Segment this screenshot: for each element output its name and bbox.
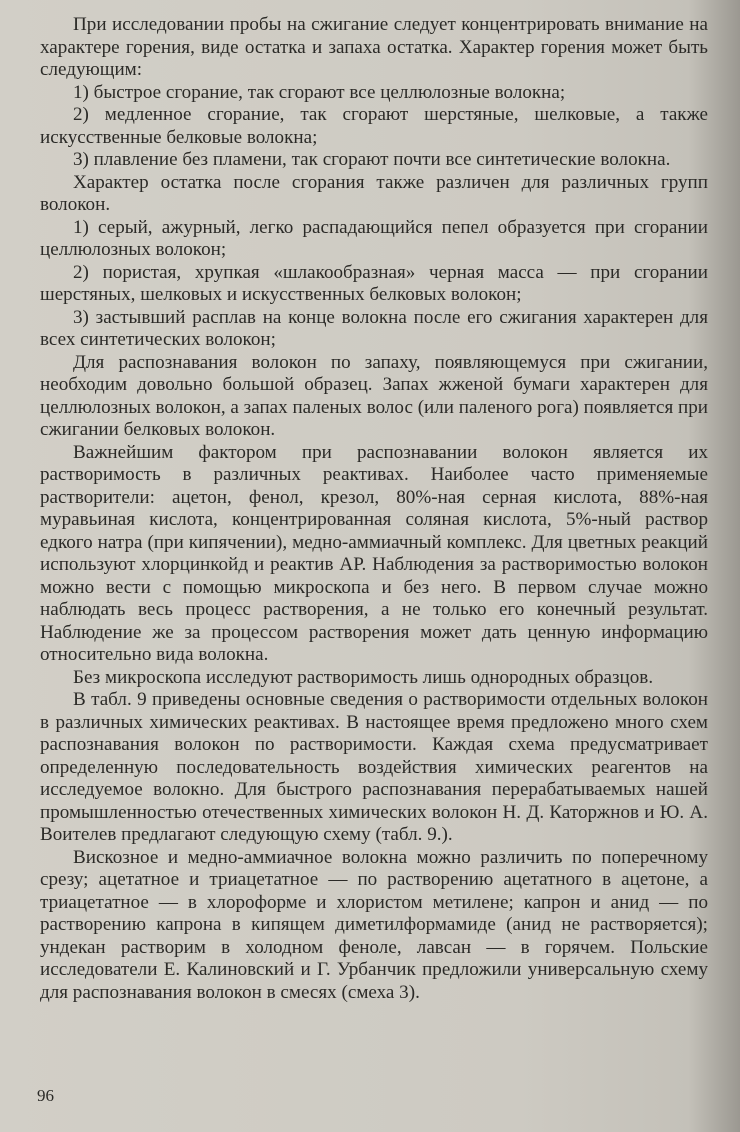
paragraph-residue-intro: Характер остатка после сгорания также различен для различных групп волокон. <box>40 171 708 215</box>
paragraph-residue-3: 3) застывший расплав на конце волокна после его сжигания характерен для всех синтетических волокон; <box>40 306 708 350</box>
paragraph-combustion-3: 3) плавление без пламени, так сгорают почти все синтетические волокна. <box>73 149 671 170</box>
paragraph-solubility: Важнейшим фактором при распознавании волокон является их растворимость в различных реактивах. Наиболее часто применяемые растворители: ацетон, фенол, крезол, 80%-ная серная кислота, 88%-ная муравьиная кислота, концентрированная соляная кислота, 5%-ный раствор едкого натра (при кипячении), медно-аммиачный комплекс. Для цветных реакций используют хлорцинкойд и реактив АР. Наблюдения за растворимостью волокон можно вести с помощью микроскопа и без него. В первом случае можно наблюдать весь процесс растворения, а не только его конечный результат. Наблюдение же за процессом растворения может дать ценную информацию относительно вида волокна. <box>40 441 708 665</box>
paragraph-fiber-distinction: Вискозное и медно-аммиачное волокна можно различить по поперечному срезу; ацетатное и триацетатное — по растворению ацетатного в ацетоне, а триацетатное — в хлороформе и хлористом метилене; капрон и анид — по растворению капрона в кипящем диметилформамиде (анид не растворяется); ундекан растворим в холодном феноле, лавсан — в горячем. Польские исследователи Е. Калиновский и Г. Урбанчик предложили универсальную схему для распознавания волокон в смесях (смеха 3). <box>40 846 708 1003</box>
paragraph-table-9: В табл. 9 приведены основные сведения о растворимости отдельных волокон в различных химических реактивах. В настоящее время предложено много схем распознавания волокон по растворимости. Каждая схема предусматривает определенную последовательность воздействия химических реагентов на исследуемое волокно. Для быстрого распознавания перерабатываемых нашей промышленностью отечественных химических волокон Н. Д. Каторжнов и Ю. А. Воителев предлагают следующую схему (табл. 9.). <box>40 689 708 845</box>
paragraph-residue-2: 2) пористая, хрупкая «шлакообразная» черная масса — при сгорании шерстяных, шелковых и искусственных белковых волокон; <box>40 261 708 305</box>
paragraph-no-microscope: Без микроскопа исследуют растворимость лишь однородных образцов. <box>73 666 654 688</box>
body-text <box>40 14 708 1004</box>
paragraph-smell: Для распознавания волокон по запаху, появляющемуся при сжигании, необходим довольно большой образец. Запах жженой бумаги характерен для целлюлозных волокон, а запах паленых волос (или паленого рога) появляется при сжигании белковых волокон. <box>40 351 708 440</box>
paragraph-residue-1: 1) серый, ажурный, легко распадающийся пепел образуется при сгорании целлюлозных волокон; <box>40 216 708 260</box>
paragraph-intro: При исследовании пробы на сжигание следует концентрировать внимание на характере горения, виде остатка и запаха остатка. Характер горения может быть следующим: <box>40 14 708 80</box>
paragraph-combustion-1: 1) быстрое сгорание, так сгорают все целлюлозные волокна; <box>73 81 566 103</box>
page-number: 96 <box>37 1086 54 1105</box>
paragraph-combustion-2: 2) медленное сгорание, так сгорают шерстяные, шелковые, а также искусственные белковые волокна; <box>40 104 708 148</box>
